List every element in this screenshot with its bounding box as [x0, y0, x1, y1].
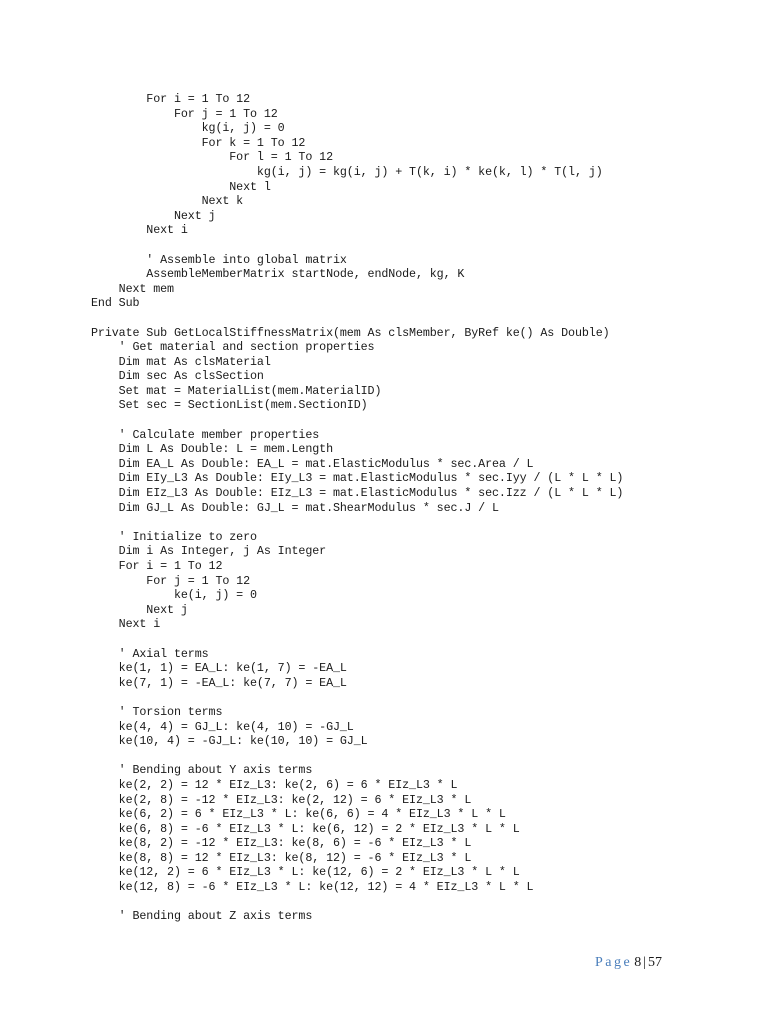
code-line: ' Bending about Y axis terms: [91, 763, 313, 778]
code-line: Set mat = MaterialList(mem.MaterialID): [91, 383, 382, 398]
code-line: ' Axial terms: [91, 646, 209, 661]
code-line: For i = 1 To 12: [91, 559, 223, 573]
code-line: ke(12, 2) = 6 * EIz_L3 * L: ke(12, 6) = 2 * EIz_L3 * L * L: [91, 865, 520, 880]
page-separator: |: [643, 955, 646, 970]
code-line: Dim L As Double: L = mem.Length: [91, 442, 333, 457]
code-line: ke(2, 2) = 12 * EIz_L3: ke(2, 6) = 6 * EIz_L3 * L: [91, 777, 458, 792]
code-line: ke(10, 4) = -GJ_L: ke(10, 10) = GJ_L: [91, 734, 368, 749]
code-line: kg(i, j) = kg(i, j) + T(k, i) * ke(k, l) * T(l, j): [91, 164, 603, 179]
code-line: For k = 1 To 12: [91, 135, 306, 150]
code-line: Next j: [91, 602, 188, 617]
code-line: Next j: [91, 208, 216, 223]
code-line: ke(7, 1) = -EA_L: ke(7, 7) = EA_L: [91, 675, 347, 690]
code-line: [91, 690, 731, 705]
code-line: For j = 1 To 12: [91, 573, 251, 588]
code-line: Dim GJ_L As Double: GJ_L = mat.ShearModulus * sec.J / L: [91, 500, 499, 515]
current-page-number: 8: [634, 955, 642, 970]
total-pages: 57: [648, 955, 662, 970]
code-line: ke(4, 4) = GJ_L: ke(4, 10) = -GJ_L: [91, 719, 354, 734]
code-line: ' Assemble into global matrix: [91, 252, 347, 267]
code-line: End Sub: [91, 296, 140, 311]
code-line: [91, 413, 731, 428]
code-line: For j = 1 To 12: [91, 106, 278, 121]
code-line: [91, 238, 731, 253]
code-line: Dim EA_L As Double: EA_L = mat.ElasticModulus * sec.Area / L: [91, 456, 534, 471]
code-line: ' Torsion terms: [91, 704, 223, 719]
code-line: Dim EIy_L3 As Double: EIy_L3 = mat.ElasticModulus * sec.Iyy / (L * L * L): [91, 471, 624, 486]
code-line: Next k: [91, 194, 244, 209]
code-line: Next mem: [91, 281, 174, 296]
code-line: ke(i, j) = 0: [91, 588, 257, 603]
code-line: ke(1, 1) = EA_L: ke(1, 7) = -EA_L: [91, 661, 347, 676]
code-line: ke(8, 2) = -12 * EIz_L3: ke(8, 6) = -6 * EIz_L3 * L: [91, 836, 472, 851]
page-label: Page: [594, 955, 633, 970]
code-line: [91, 311, 731, 326]
code-line: For l = 1 To 12: [91, 150, 333, 165]
code-line: ' Bending about Z axis terms: [91, 909, 313, 924]
code-line: [91, 749, 731, 764]
code-line: [91, 515, 731, 530]
code-line: Next l: [91, 179, 271, 194]
code-line: Dim i As Integer, j As Integer: [91, 544, 327, 559]
code-line: kg(i, j) = 0: [91, 121, 285, 136]
code-line: ke(2, 8) = -12 * EIz_L3: ke(2, 12) = 6 * EIz_L3 * L: [91, 792, 472, 807]
code-line: Next i: [91, 617, 161, 632]
page-footer: [595, 954, 662, 972]
code-line: ' Initialize to zero: [91, 529, 257, 544]
code-line: ke(8, 8) = 12 * EIz_L3: ke(8, 12) = -6 * EIz_L3 * L: [91, 850, 472, 865]
code-line: ke(6, 8) = -6 * EIz_L3 * L: ke(6, 12) = 2 * EIz_L3 * L * L: [91, 821, 520, 836]
code-line: Dim mat As clsMaterial: [91, 354, 271, 369]
code-line: [91, 895, 731, 910]
code-line: ke(12, 8) = -6 * EIz_L3 * L: ke(12, 12) = 4 * EIz_L3 * L * L: [91, 880, 534, 895]
code-line: ke(6, 2) = 6 * EIz_L3 * L: ke(6, 6) = 4 * EIz_L3 * L * L: [91, 807, 506, 822]
code-line: Dim EIz_L3 As Double: EIz_L3 = mat.ElasticModulus * sec.Izz / (L * L * L): [91, 486, 624, 501]
code-line: ' Calculate member properties: [91, 427, 320, 442]
code-listing: [91, 92, 731, 924]
code-line: [91, 632, 731, 647]
code-line: AssembleMemberMatrix startNode, endNode, kg, K: [91, 267, 465, 282]
code-line: Dim sec As clsSection: [91, 369, 264, 384]
code-line: Private Sub GetLocalStiffnessMatrix(mem As clsMember, ByRef ke() As Double): [91, 325, 610, 340]
code-line: For i = 1 To 12: [91, 92, 251, 106]
code-line: Set sec = SectionList(mem.SectionID): [91, 398, 368, 413]
code-line: Next i: [91, 223, 188, 238]
code-line: ' Get material and section properties: [91, 340, 375, 355]
